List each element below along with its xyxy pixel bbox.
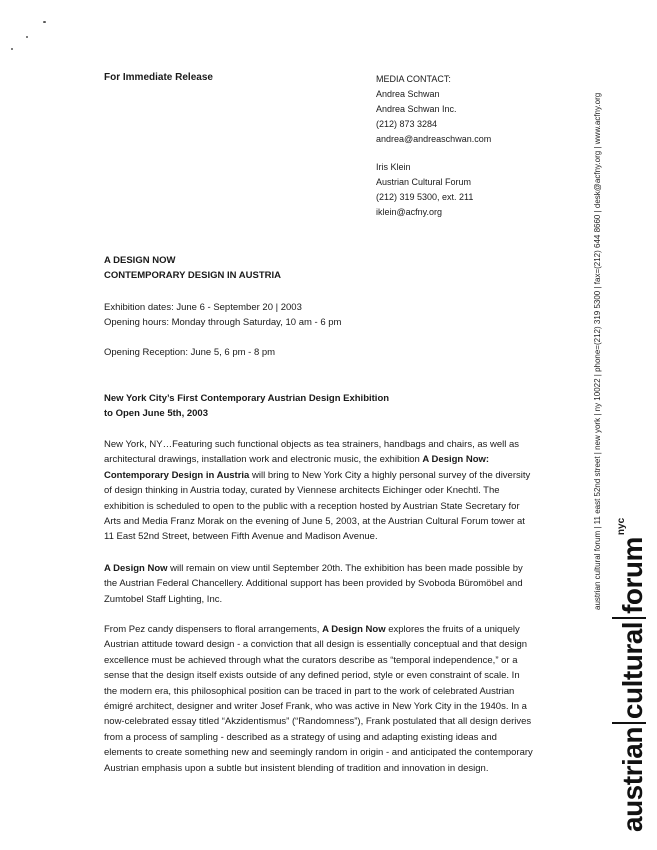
logo-word: forum xyxy=(617,537,648,614)
headline-line: to Open June 5th, 2003 xyxy=(104,408,208,419)
exhibition-name-bold: A Design Now xyxy=(104,563,168,574)
paragraph-text: New York, NY…Featuring such functional objects as tea strainers, handbags and chairs, as well as architectural drawings, installation work and electronic music, the exhibition xyxy=(104,439,520,466)
contact-email[interactable]: andrea@andreaschwan.com xyxy=(376,134,492,144)
contact-phone: (212) 319 5300, ext. 211 xyxy=(376,192,474,202)
contact-name: Iris Klein xyxy=(376,162,411,172)
scan-speck xyxy=(43,21,46,23)
exhibition-name-bold: A Design Now: Contemporary Design in Austria xyxy=(104,454,490,481)
headline-line: New York City’s First Contemporary Austrian Design Exhibition xyxy=(104,393,390,404)
contact-email[interactable]: iklein@acfny.org xyxy=(376,207,442,217)
body-paragraph-2 xyxy=(104,561,534,607)
press-headline xyxy=(104,391,389,421)
letterhead-address: austrian cultural forum | 11 east 52nd street | new york | ny 10022 | phone=(212) 319 5300 | fax=(212) 644 8660 | desk@acfny.org | www.acfny.org xyxy=(593,92,602,610)
title-line: A DESIGN NOW xyxy=(104,255,176,266)
contact-name: Andrea Schwan xyxy=(376,89,440,99)
logo-word: cultural xyxy=(617,621,648,720)
acf-logo xyxy=(612,518,652,832)
body-paragraph-1 xyxy=(104,437,534,545)
paragraph-text: From Pez candy dispensers to floral arrangements, xyxy=(104,624,323,635)
body-paragraph-3 xyxy=(104,622,534,776)
logo-word: austrian xyxy=(617,727,648,832)
document-title xyxy=(104,253,281,283)
exhibition-dates xyxy=(104,300,341,330)
logo-divider xyxy=(612,722,646,724)
media-contact-block xyxy=(376,72,491,220)
paragraph-text: explores the fruits of a uniquely Austrian attitude toward design - a conviction that all design is essentially conceptual and that design excellence must be achieved through what the curators describe as “temporal independence,” or a sense that the design itself exists outside of any defined period, style or even constraint of scale. In the modern era, this philosophical position can be traced in part to the work of celebrated Austrian émigré architect, designer and writer Josef Frank, who was active in New York City in the 1940s. In a now-celebrated essay titled “Akzidentismus” (“Randomness”), Frank postulated that all design derives from a process of sampling - described as a strategy of using and adapting existing ideas and elements to create something new and seemingly random in origin - and anticipated the contemporary Austrian emphasis upon a subtle but insistent blending of tradition and innovation in design. xyxy=(104,624,533,774)
exhibition-name-bold: A Design Now xyxy=(322,624,386,635)
letterhead-sidebar xyxy=(592,42,652,832)
contact-organization: Austrian Cultural Forum xyxy=(376,177,472,187)
contact-company: Andrea Schwan Inc. xyxy=(376,104,457,114)
scan-speck xyxy=(11,48,13,50)
title-line: CONTEMPORARY DESIGN IN AUSTRIA xyxy=(104,270,281,281)
paragraph-text: will bring to New York City a highly personal survey of the diversity of design thinking in Austria today, curated by Viennese architects Eichinger oder Knechtl. The exhibition is scheduled to open to the public with a reception hosted by Austrian State Secretary for Arts and Media Franz Morak on the evening of June 5, 2003, at the Austrian Cultural Forum tower at 11 East 52nd Street, between Fifth Avenue and Madison Avenue. xyxy=(104,469,531,543)
opening-hours-text: Opening hours: Monday through Saturday, 10 am - 6 pm xyxy=(104,317,342,328)
opening-reception: Opening Reception: June 5, 6 pm - 8 pm xyxy=(104,347,276,358)
logo-superscript: nyc xyxy=(616,517,627,536)
contact-phone: (212) 873 3284 xyxy=(376,119,438,129)
paragraph-text: will remain on view until September 20th. The exhibition has been made possible by the Austrian Federal Chancellery. Additional support has been provided by Svoboda Büromöbel and Zumtobel Staff Lighting, Inc. xyxy=(104,563,523,605)
scan-speck xyxy=(26,36,28,38)
media-contact-heading: MEDIA CONTACT: xyxy=(376,74,451,84)
exhibition-dates-text: Exhibition dates: June 6 - September 20 | 2003 xyxy=(104,302,302,313)
release-label: For Immediate Release xyxy=(104,72,213,83)
logo-divider xyxy=(612,617,646,619)
